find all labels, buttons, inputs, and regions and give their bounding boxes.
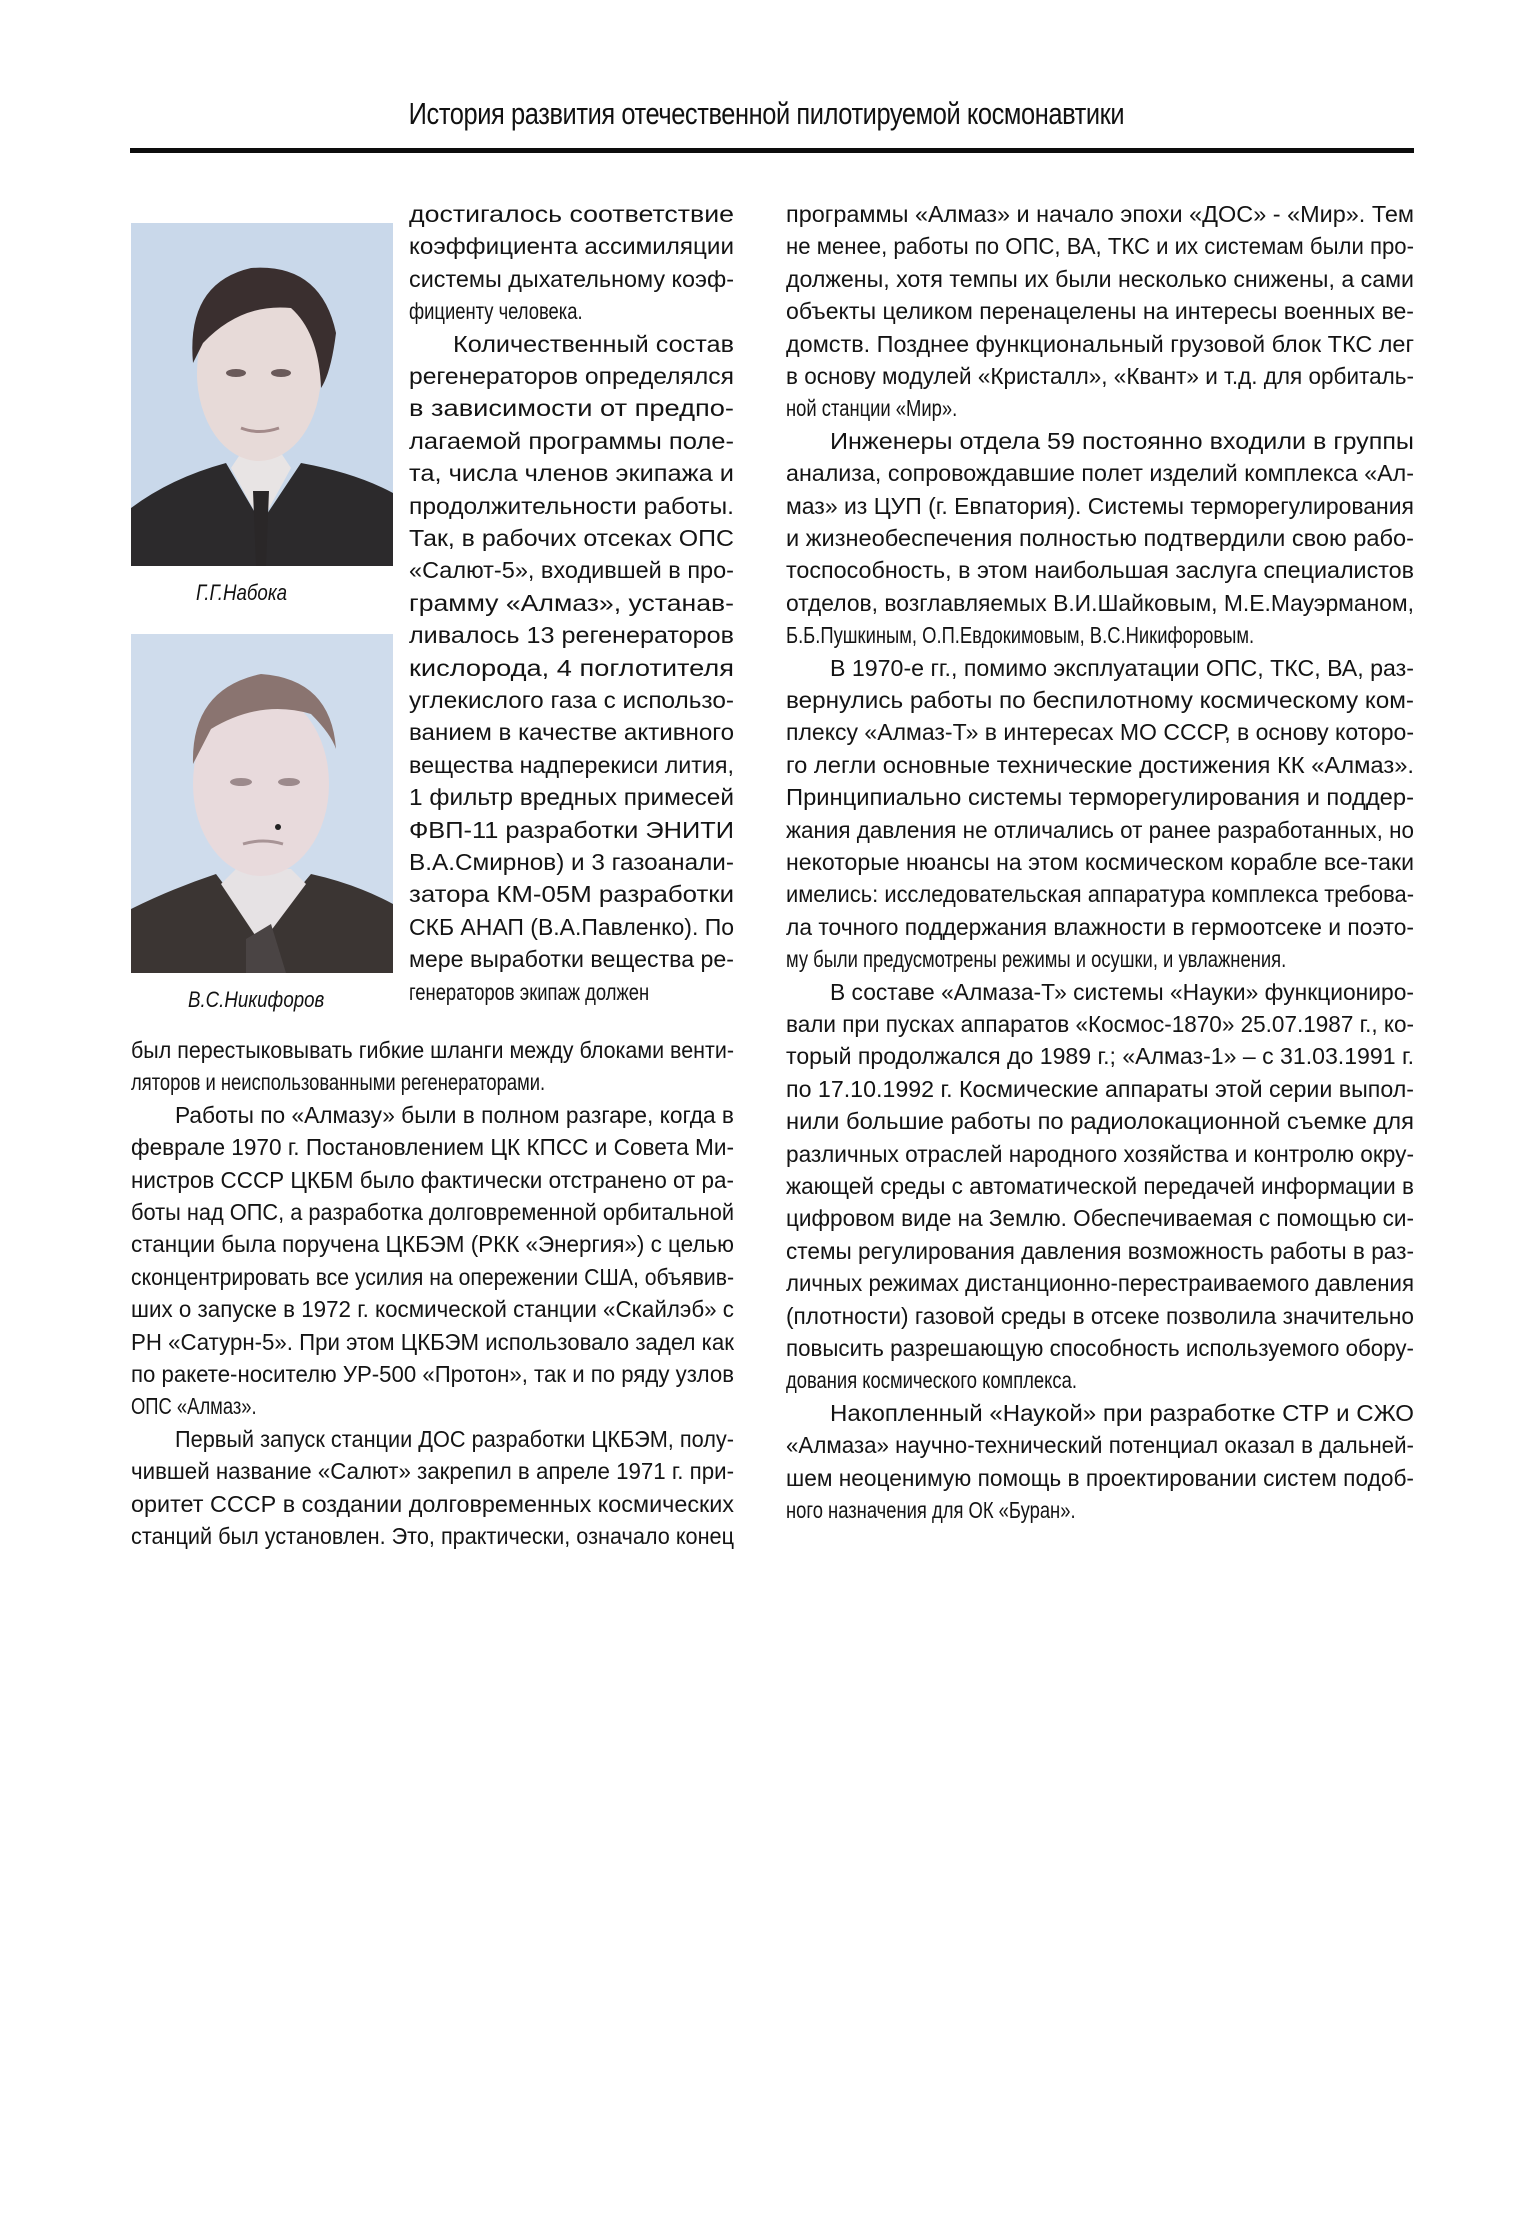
- text-line: [409, 457, 734, 489]
- text-line: [786, 1267, 1414, 1299]
- text-line: [786, 522, 1414, 554]
- text-line-content: повысить разрешающую способность используемого обору-: [786, 1335, 1414, 1361]
- portrait-image: [131, 634, 393, 973]
- text-line: [131, 1326, 734, 1358]
- text-line-content: му были предусмотрены режимы и осушки, и увлажнения.: [786, 946, 1287, 973]
- text-line-content: отделов, возглавляемых В.И.Шайковым, М.Е.Мауэрманом,: [786, 589, 1414, 616]
- text-line-content: ших о запуске в 1972 г. космической станции «Скайлэб» с: [131, 1296, 734, 1323]
- text-line: [830, 1397, 1414, 1429]
- text-line-content: тоспособность, в этом наибольшая заслуга специалистов: [786, 557, 1414, 584]
- text-line-content: не менее, работы по ОПС, ВА, ТКС и их системам были про-: [786, 233, 1414, 260]
- text-line: [786, 1073, 1414, 1105]
- text-line: [830, 652, 1414, 684]
- text-line: [409, 230, 734, 262]
- photo-caption-1: Г.Г.Набока: [196, 580, 288, 605]
- text-line: [830, 425, 1414, 457]
- text-line-content: некоторые нюансы на этом космическом корабле все-таки: [786, 849, 1414, 875]
- text-line-content: жающей среды с автоматической передачей информации в: [786, 1173, 1414, 1199]
- text-line: [786, 360, 1414, 392]
- text-line-content: фициенту человека.: [409, 298, 583, 325]
- text-line-content: феврале 1970 г. Постановлением ЦК КПСС и Совета Ми-: [131, 1134, 734, 1161]
- text-line: [409, 619, 734, 651]
- text-line: [131, 1261, 734, 1293]
- text-line-content: В 1970-е гг., помимо эксплуатации ОПС, ТКС, ВА, раз-: [830, 654, 1414, 681]
- text-line-content: достигалось соответствие: [409, 201, 734, 227]
- text-line-content: го легли основные технические достижения КК «Алмаз».: [786, 751, 1414, 778]
- text-line-content: РН «Сатурн-5». При этом ЦКБЭМ использовало задел как: [131, 1328, 734, 1355]
- text-line: [786, 846, 1414, 878]
- text-line-content: должены, хотя темпы их были несколько снижены, а сами: [786, 265, 1414, 292]
- text-line: [409, 587, 734, 619]
- text-line-content: по 17.10.1992 г. Космические аппараты этой серии выпол-: [786, 1075, 1414, 1102]
- portrait-image: [131, 223, 393, 566]
- text-line-content: различных отраслей народного хозяйства и контролю окру-: [786, 1140, 1414, 1167]
- text-line: [131, 1488, 734, 1520]
- text-line-content: дования космического комплекса.: [786, 1367, 1077, 1394]
- text-line: [409, 911, 734, 943]
- text-line-content: Инженеры отдела 59 постоянно входили в группы: [830, 427, 1414, 454]
- text-line: [409, 878, 734, 910]
- text-line: [786, 1040, 1414, 1072]
- text-line-content: жания давления не отличались от ранее разработанных, но: [786, 816, 1414, 843]
- text-line: [131, 1034, 734, 1066]
- text-line-content: вещества надперекиси лития,: [409, 751, 734, 778]
- text-line-content: ляторов и неиспользованными регенераторами.: [131, 1069, 546, 1096]
- text-line: [786, 878, 1414, 910]
- text-line-content: торый продолжался до 1989 г.; «Алмаз-1» – с 31.03.1991 г.: [786, 1043, 1414, 1070]
- text-line: [786, 1462, 1414, 1494]
- text-line-content: домств. Позднее функциональный грузовой блок ТКС лег: [786, 330, 1414, 357]
- text-line: [786, 554, 1414, 586]
- text-line: [786, 1494, 1414, 1526]
- text-line: [786, 587, 1414, 619]
- photo-caption-2: В.С.Никифоров: [188, 987, 325, 1012]
- text-line: [409, 392, 734, 424]
- text-line-content: станций был установлен. Это, практически, означало конец: [131, 1523, 734, 1549]
- text-line: [786, 457, 1414, 489]
- text-line: [409, 684, 734, 716]
- text-line-content: кислорода, 4 поглотителя: [409, 654, 734, 681]
- text-line-content: Работы по «Алмазу» были в полном разгаре, когда в: [175, 1101, 734, 1128]
- text-line: [786, 1138, 1414, 1170]
- text-line-content: 1 фильтр вредных примесей: [409, 784, 734, 811]
- text-line: [409, 749, 734, 781]
- text-line-content: грамму «Алмаз», устанав-: [409, 589, 734, 616]
- text-line-content: СКБ АНАП (В.А.Павленко). По: [409, 913, 734, 940]
- text-line: [786, 684, 1414, 716]
- text-line: [786, 328, 1414, 360]
- text-line: [175, 1423, 734, 1455]
- text-line: [131, 1390, 734, 1422]
- text-line: [786, 1008, 1414, 1040]
- text-line: [409, 814, 734, 846]
- text-line-content: стемы регулирования давления возможность работы в раз-: [786, 1237, 1414, 1264]
- text-line-content: та, числа членов экипажа и: [409, 460, 734, 487]
- text-line: [131, 1358, 734, 1390]
- text-line-content: продолжительности работы.: [409, 492, 734, 519]
- text-line-content: регенераторов определялся: [409, 363, 734, 389]
- portrait-photo-nabokа: [131, 223, 393, 566]
- text-line-content: затора КМ-05М разработки: [409, 881, 734, 908]
- running-header-title: История развития отечественной пилотируемой космонавтики: [408, 96, 1125, 131]
- text-line-content: коэффициента ассимиляции: [409, 233, 734, 260]
- text-line-content: ного назначения для ОК «Буран».: [786, 1497, 1076, 1523]
- text-line: [453, 328, 734, 360]
- text-line-content: Количественный состав: [453, 330, 734, 357]
- text-line-content: шем неоценимую помощь в проектировании систем подоб-: [786, 1464, 1414, 1491]
- text-line-content: «Алмаза» научно-технический потенциал оказал в дальней-: [786, 1432, 1414, 1459]
- text-line: [131, 1520, 734, 1552]
- text-line-content: мере выработки вещества ре-: [409, 946, 734, 973]
- text-line: [131, 1293, 734, 1325]
- text-line: [409, 490, 734, 522]
- text-line-content: боты над ОПС, а разработка долговременной орбитальной: [131, 1199, 734, 1225]
- text-line-content: В.А.Смирнов) и 3 газоанали-: [409, 849, 734, 875]
- text-line: [131, 1196, 734, 1228]
- text-line: [131, 1164, 734, 1196]
- text-line: [786, 230, 1414, 262]
- text-line: [786, 392, 1414, 424]
- text-line: [409, 360, 734, 392]
- text-line-content: В составе «Алмаза-Т» системы «Науки» функциониро-: [830, 978, 1414, 1005]
- text-line-content: оритет СССР в создании долговременных космических: [131, 1490, 735, 1517]
- text-line-content: ливалось 13 регенераторов: [409, 622, 734, 649]
- text-line: [786, 263, 1414, 295]
- text-line-content: по ракете-носителю УР-500 «Протон», так и по ряду узлов: [131, 1361, 734, 1387]
- text-line: [131, 1131, 734, 1163]
- text-line: [786, 619, 1414, 651]
- text-line: [786, 1364, 1414, 1396]
- text-line-content: Б.Б.Пушкиным, О.П.Евдокимовым, В.С.Никифоровым.: [786, 622, 1255, 649]
- text-line: [409, 652, 734, 684]
- text-line: [409, 295, 734, 327]
- text-line: [409, 263, 734, 295]
- text-line: [786, 716, 1414, 748]
- text-line: [409, 522, 734, 554]
- text-line: [830, 976, 1414, 1008]
- text-line-content: вернулись работы по беспилотному космическому ком-: [786, 687, 1414, 713]
- text-line-content: личных режимах дистанционно-перестраиваемого давления: [786, 1270, 1414, 1297]
- portrait-photo-nikiforov: [131, 634, 393, 973]
- text-line-content: ла точного поддержания влажности в гермоотсеке и поэто-: [786, 913, 1414, 940]
- text-line-content: генераторов экипаж должен: [409, 978, 650, 1005]
- text-line-content: ной станции «Мир».: [786, 395, 958, 422]
- text-line-content: Первый запуск станции ДОС разработки ЦКБЭМ, полу-: [175, 1425, 734, 1452]
- header-rule-divider: [130, 148, 1414, 153]
- text-line: [786, 911, 1414, 943]
- text-line: [786, 1332, 1414, 1364]
- text-line: [786, 490, 1414, 522]
- text-line-content: в основу модулей «Кристалл», «Квант» и т.д. для орбиталь-: [786, 363, 1414, 389]
- text-line-content: ФВП-11 разработки ЭНИТИ: [409, 816, 734, 843]
- text-line-content: имелись: исследовательская аппаратура комплекса требова-: [786, 881, 1414, 908]
- text-line: [786, 1300, 1414, 1332]
- text-line: [409, 976, 734, 1008]
- text-line-content: объекты целиком перенацелены на интересы военных ве-: [786, 298, 1414, 325]
- text-line: [131, 1455, 734, 1487]
- text-line-content: и жизнеобеспечения полностью подтвердили свою рабо-: [786, 525, 1414, 551]
- text-line-content: цифровом виде на Землю. Обеспечиваемая с помощью си-: [786, 1205, 1414, 1232]
- text-line: [786, 1202, 1414, 1234]
- text-line: [786, 943, 1414, 975]
- text-line: [786, 814, 1414, 846]
- text-line-content: программы «Алмаз» и начало эпохи «ДОС» - «Мир». Тем: [786, 201, 1414, 227]
- text-line-content: лагаемой программы поле-: [409, 427, 734, 454]
- text-line: [409, 943, 734, 975]
- text-line-content: сконцентрировать все усилия на опережении США, объявив-: [131, 1263, 734, 1290]
- text-line-content: Так, в рабочих отсеках ОПС: [409, 525, 734, 551]
- text-line-content: чившей название «Салют» закрепил в апреле 1971 г. при-: [131, 1458, 734, 1485]
- text-line: [131, 1228, 734, 1260]
- text-line: [786, 781, 1414, 813]
- text-line-content: (плотности) газовой среды в отсеке позволила значительно: [786, 1302, 1414, 1329]
- text-line-content: «Салют-5», входившей в про-: [409, 557, 734, 584]
- text-line: [786, 295, 1414, 327]
- text-line: [175, 1099, 734, 1131]
- text-line: [786, 198, 1414, 230]
- text-line: [786, 1429, 1414, 1461]
- text-line: [786, 1170, 1414, 1202]
- text-line-content: нистров СССР ЦКБМ было фактически отстранено от ра-: [131, 1166, 734, 1193]
- text-line: [409, 425, 734, 457]
- text-line-content: плексу «Алмаз-Т» в интересах МО СССР, в основу которо-: [786, 719, 1414, 746]
- text-line: [409, 554, 734, 586]
- text-line-content: маз» из ЦУП (г. Евпатория). Системы терморегулирования: [786, 492, 1414, 519]
- text-line-content: анализа, сопровождавшие полет изделий комплекса «Ал-: [786, 460, 1414, 487]
- text-line-content: углекислого газа с использо-: [409, 687, 734, 713]
- text-line-content: Накопленный «Наукой» при разработке СТР и СЖО: [830, 1399, 1414, 1426]
- text-line: [409, 846, 734, 878]
- text-line: [409, 716, 734, 748]
- text-line-content: системы дыхательному коэф-: [409, 265, 734, 292]
- text-line-content: ванием в качестве активного: [409, 719, 734, 746]
- text-line: [786, 749, 1414, 781]
- text-line: [131, 1066, 734, 1098]
- text-line: [786, 1235, 1414, 1267]
- text-line-content: был перестыковывать гибкие шланги между блоками венти-: [131, 1037, 734, 1063]
- text-line-content: станции была поручена ЦКБЭМ (РКК «Энергия») с целью: [131, 1231, 734, 1258]
- text-line-content: ОПС «Алмаз».: [131, 1393, 257, 1420]
- text-line: [409, 198, 734, 230]
- text-line: [786, 1105, 1414, 1137]
- text-line-content: вали при пусках аппаратов «Космос-1870» 25.07.1987 г., ко-: [786, 1011, 1414, 1037]
- text-line-content: в зависимости от предпо-: [409, 395, 734, 422]
- text-line-content: Принципиально системы терморегулирования и поддер-: [786, 784, 1414, 811]
- text-line: [409, 781, 734, 813]
- text-line-content: нили большие работы по радиолокационной съемке для: [786, 1108, 1414, 1135]
